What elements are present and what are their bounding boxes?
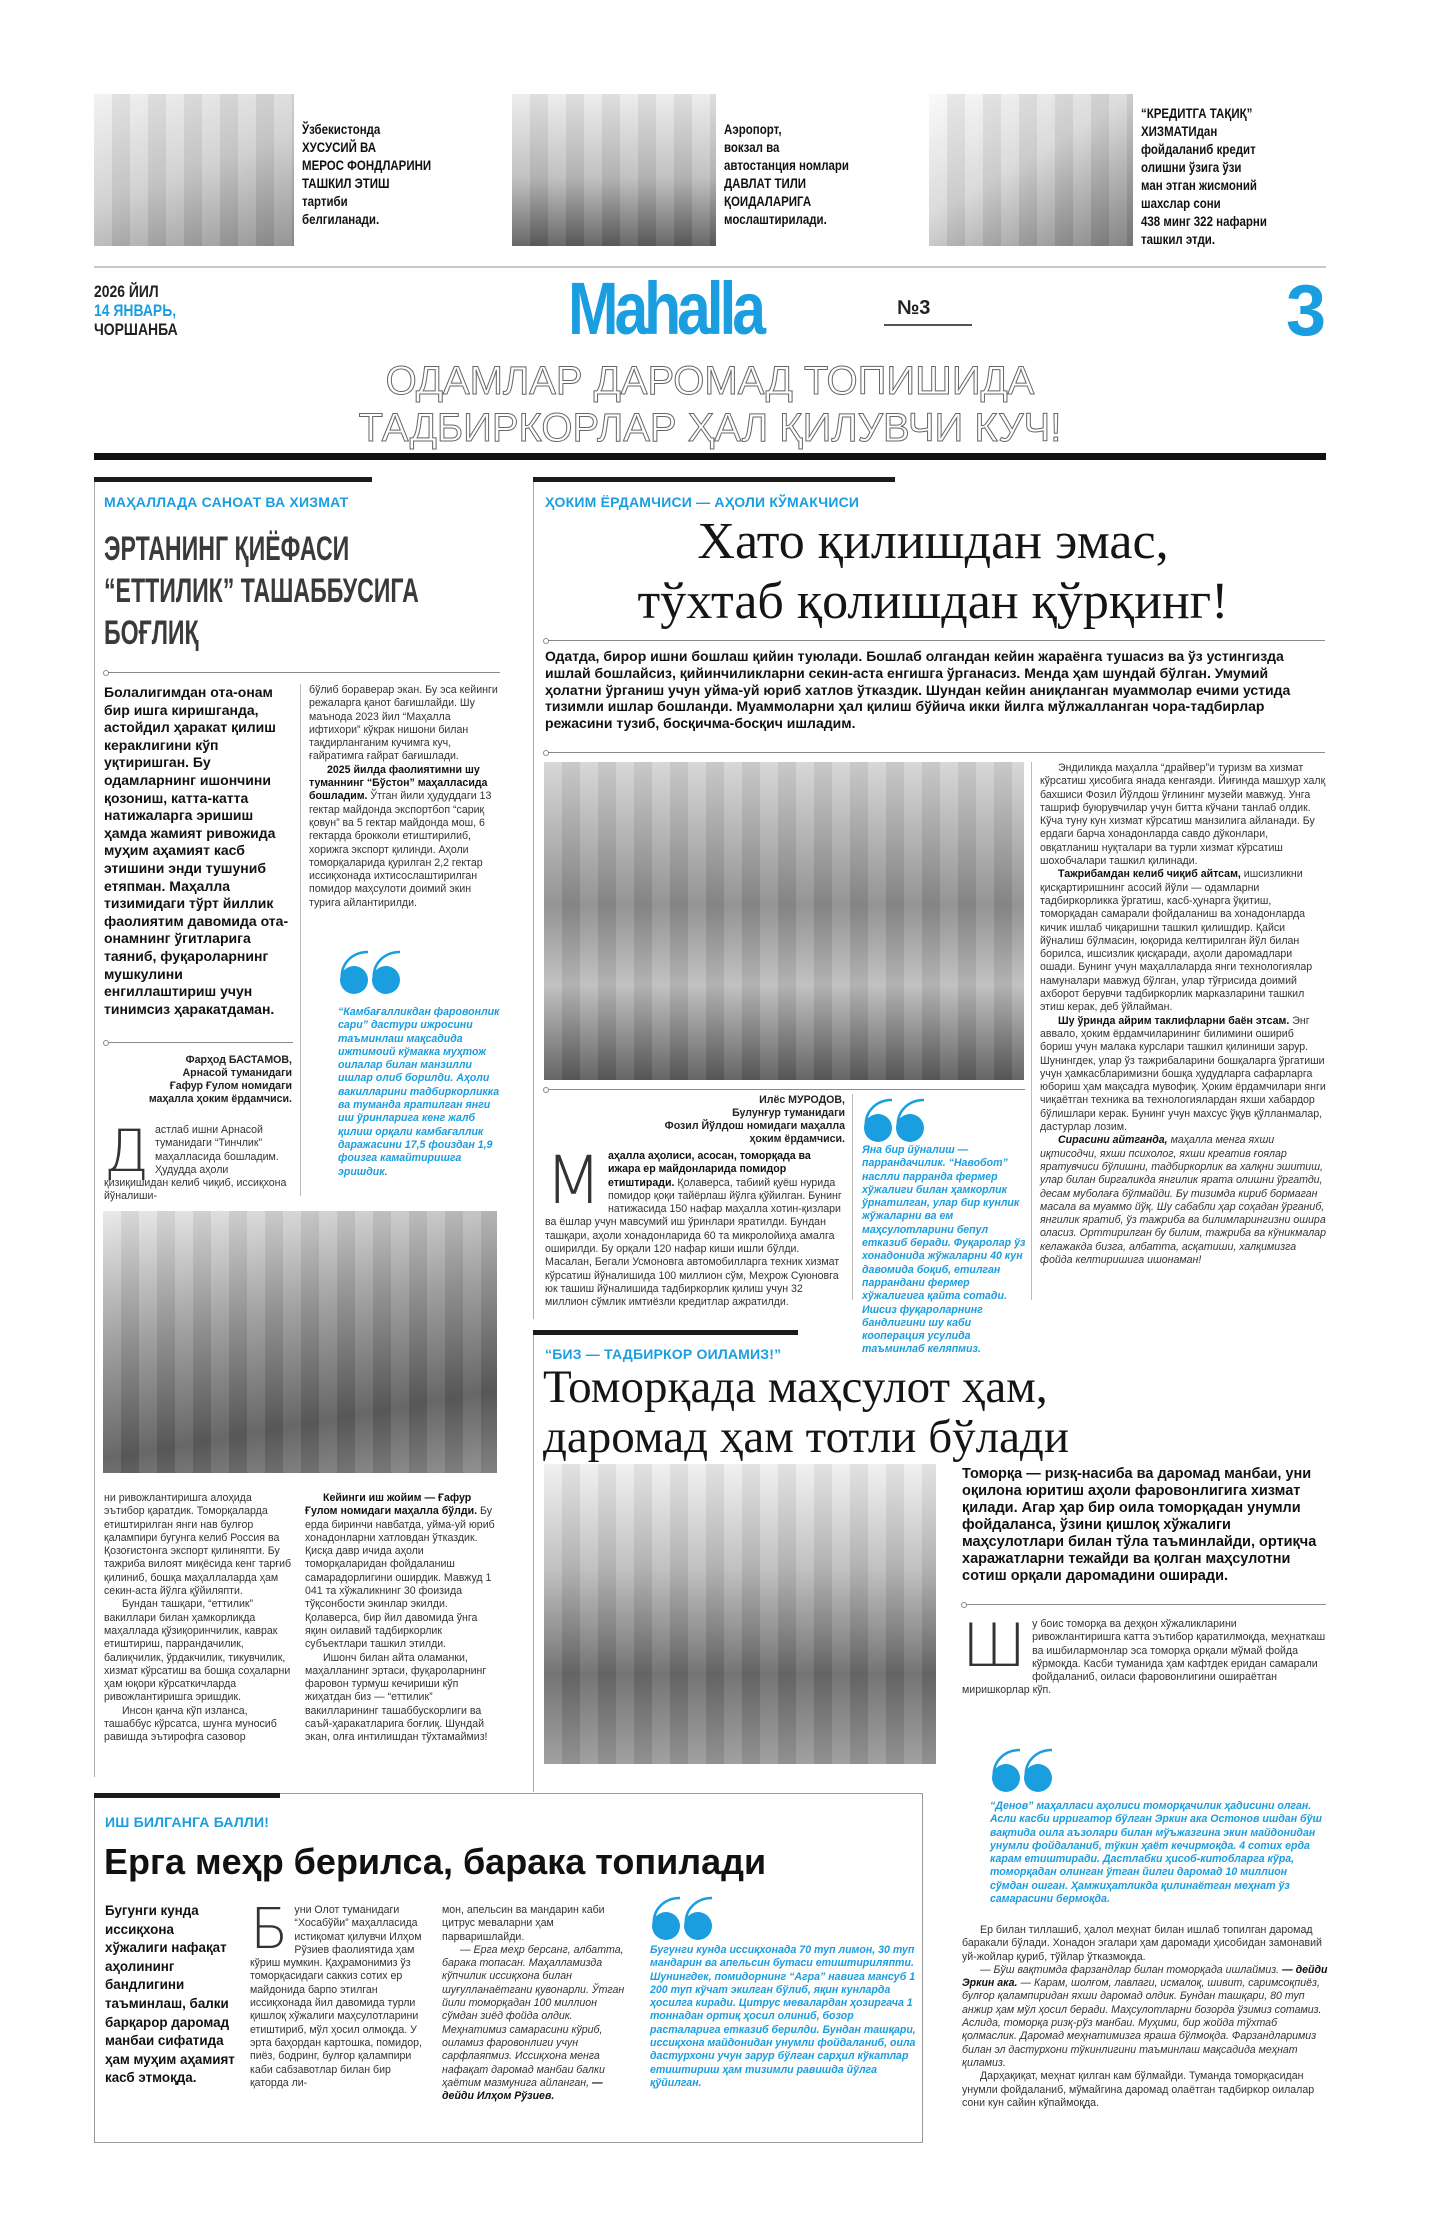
page-number: 3 [1285, 271, 1326, 351]
teaser-photo-bus-station[interactable] [512, 94, 716, 246]
paragraph-lead: — дейди Эркин ака. [962, 1963, 1328, 1990]
author-title: Булунғур туманидаги [732, 1107, 845, 1119]
paragraph-text: — Карам, шолғом, лавлаги, исмалоқ, шивит, саримсоқпиёз, булғор қалампиридан яхши даромад олдик. Бундан ташқари, 80 туп анжир ҳам мўл ҳосил беради. Маҳсулотларни бозорда ўзимиз сотамиз. Аслида, томорқа ризқ-рўз манбаи. Муҳими, бир жойда тўхтаб қолмаслик. Даромад меҳнатимизга яраша бўлмоқда. Фарзандларимиз билан эл дастурхони тўкинлигини таъминлаш мақсадида меҳнат қиламиз. [962, 1977, 1322, 2069]
article-1-photo-sewing-workshop[interactable] [103, 1211, 497, 1473]
teaser-line: олишни ўзига ўзи [1141, 159, 1242, 175]
divider [545, 752, 1325, 753]
paragraph: мон, апельсин ва мандарин каби цитрус меваларни ҳам парваришлайди. [442, 1904, 605, 1943]
issue-date [94, 282, 196, 339]
issue-underline [884, 324, 972, 326]
article-4-lead: Бугунги кунда иссиқхона хўжалиги нафақат аҳолининг бандлигини таъминлаш, балки барқарор даромад манбаи сифатида ҳам муҳим аҳамият касб этмоқда. [105, 1903, 235, 2086]
paragraph-text: астлаб ишни Арнасой туманидаги “Тинчлик” маҳалласида бошладим. Ҳудудда аҳоли қизиқишидан келиб чиқиб, иссиқхона йўналиши- [104, 1124, 287, 1203]
paragraph-text: — Ерга меҳр берсанг, албатта, барака топасан. Маҳалламизда кўпчилик иссиқхона билан шуғулланаётгани қувонарли. Ўтган йили томорқадан 100 миллион сўмдан зиёд фойда олдик. Меҳнатимиз самарасини кўриб, оиламиз фаровонлиги учун сарфлаяпмиз. Иссиқхона менга нафақат даромад манбаи балки ҳаётим мазмунига айланган, [442, 1943, 625, 2089]
divider [105, 1042, 293, 1043]
kicker-bar [533, 1330, 798, 1335]
kicker-bar [94, 477, 372, 482]
paragraph: ни ривожлантиришга алоҳида эътибор қаратдик. Томорқаларда етиштирилган янги нав булғор қалампири бугунга келиб Россия ва Қозоғистонга экспорт қилиняпти. Бу тажриба вилоят миқёсида кенг тарғиб қилиниб, бошқа маҳаллаларда ҳам секин-аста йўлга қўйиляпти. [104, 1492, 292, 1598]
paragraph-text: Бу ерда биринчи навбатда, уйма-уй юриб хонадонларни хатловдан ўтказдик. Қисқа давр ичида аҳоли томорқаларидан фойдаланиш самарадорлигини оширдик. Мавжуд 1 041 та хўжаликнинг 30 фоизида тўқсонбости экинлар экилди. Қолаверса, бир йил давомида ўнга яқин оилавий тадбиркорлик субъектлари ташкил этилди. [305, 1505, 495, 1651]
logo: Mahalla [568, 267, 762, 350]
paragraph-text: Қолаверса, табиий қуёш нурида помидор қоқи тайёрлаш йўлга қўйилган. Бунинг натижасида 150 нафар маҳалла хотин-қизлари ва ёшлар учун мавсумий иш ўринлари яратилди. Бундан ташқари, аҳоли хонадонларида 60 та микролойиҳа амалга оширилди. Бу орқали 120 нафар киши ишли бўлди. Масалан, Бегали Усмоновга автомобилларга техник хизмат кўрсатиш йўналишида 100 миллион сўм, Меҳрож Суюновга юк ташиш йўналишида тадбиркорлик қилиш учун 32 миллион сўмлик имтиёзли кредитлар ажратилди. [545, 1176, 842, 1309]
article-2-signature [545, 1094, 845, 1146]
article-3-photo-greenhouse-women[interactable] [544, 1464, 936, 1764]
teaser-line: ХИЗМАТИдан [1141, 123, 1218, 139]
slogan-line: ОДАМЛАР ДАРОМАД ТОПИШИДА [385, 359, 1035, 403]
teaser-line: фойдаланиб кредит [1141, 141, 1256, 157]
article-3-dropcap-paragraph [962, 1611, 1328, 1698]
paragraph-lead: — дейди Илҳом Рўзиев. [442, 2076, 603, 2103]
teaser-line: 438 минг 322 нафарни [1141, 213, 1267, 229]
thick-rule [94, 453, 1326, 460]
column-divider [1031, 762, 1032, 1300]
article-2-lead: Одатда, бирор ишни бошлаш қийин туюлади. Бошлаб олгандан кейин жараёнга тушасиз ва ўз устингизда ишлай бошлайсиз, қийинчиликларни секин-аста енгишга ўрганасиз. Менда ҳам шундай бўлган. Умумий ҳолатни ўрганиш учун уйма-уй юриб хатлов ўтказдик. Шундан кейин аниқланган муаммолар ечими устида тизимли ишлар бошланди. Муаммоларни ҳал қилиш бўйича икки йилга мўлжалланган чора-тадбирлар режасини тузиб, босқичма-босқич ишладим. [545, 648, 1291, 732]
article-1-lead: Болалигимдан ота-онам бир ишга киришганда, астойдил ҳаракат қилиш кераклигини кўп уқтиришган. Бу одамларнинг ишончини қозониш, катта-катта натижаларга эришиш ҳамда жамият ривожида муҳим аҳамият касб этишини энди тушуниб етяпман. Маҳалла тизимидаги тўрт йиллик фаолиятим давомида ота-онамнинг ўгитларига таяниб, фуқароларнинг мушкулини енгиллаштириш учун тинимсиз ҳаракатдаман. [104, 684, 289, 1017]
article-2-body [545, 1142, 845, 1310]
teaser-line: тартиби [302, 193, 348, 209]
drop-cap: Б [250, 1897, 289, 1962]
drop-cap: Д [104, 1117, 150, 1185]
teaser-line: МЕРОС ФОНДЛАРИНИ [302, 157, 432, 173]
teaser-line: Аэропорт, [724, 121, 782, 137]
teaser-line: Ўзбекистонда [302, 121, 381, 137]
article-4-title[interactable]: Ерга меҳр берилса, барака топилади [104, 1841, 767, 1882]
paragraph-text: уни Олот туманидаги “Хосабўйи” маҳалласида истиқомат қилувчи Илҳом Рўзиев фаолиятида ҳам кўриш мумкин. Қаҳрамонимиз ўз томорқасидаги саккиз сотих ер майдонида барпо этилган иссиқхонада йил давомида турли қишлоқ хўжалиги маҳсулотларини етиштириб, мўл ҳосил олмоқда. У эрта баҳордан картошка, помидор, пиёз, бодринг, булғор қалампири каби сабзавотлар билан бир қаторда ли- [250, 1904, 422, 2089]
title-line: Хато қилишдан эмас, [697, 513, 1169, 570]
teaser-line: шахслар сони [1141, 195, 1221, 211]
teaser-line: ман этган жисмоний [1141, 177, 1257, 193]
teaser-line: автостанция номлари [724, 157, 849, 173]
author-title: Арнасой туманидаги [182, 1067, 292, 1079]
teaser-line: ТАШКИЛ ЭТИШ [302, 175, 390, 191]
paragraph-lead: Кейинги иш жойим — Ғафур Ғулом номидаги маҳалла бўлди. [305, 1492, 478, 1518]
paragraph-lead: аҳалла аҳолиси, асосан, томорқада ва ижара ер майдонларида помидор етиштиради. [607, 1150, 811, 1189]
teaser-line: ХУСУСИЙ ВА [302, 139, 377, 155]
author-title: Ғафур Ғулом номидаги [169, 1080, 292, 1092]
article-2-kicker: ҲОКИМ ЁРДАМЧИСИ — АҲОЛИ КЎМАКЧИСИ [545, 494, 860, 510]
drop-cap: Ш [962, 1611, 1027, 1681]
paragraph: Эндиликда маҳалла “драйвер”и туризм ва хизмат кўрсатиш ҳисобига янада кенгаяди. Йиғинда машҳур халқ бахшиси Фозил Йўлдош ўғлининг музейи мавжуд. Унга ташриф буюрувчилар учун битта кўчани танлаб олдик. Кўча туну кун хизмат кўрсатиш манзилига айланади. Бу ердаги барча хонадонларда савдо дўконлари, овқатланиш нуқталари ва турли хизмат кўрсатиш шохобчалари ташкил қилинади. [1040, 762, 1326, 868]
teaser-photo-house[interactable] [94, 94, 294, 246]
article-1-after-col1 [104, 1492, 292, 1745]
author-title: ҳоким ёрдамчиси. [749, 1133, 845, 1145]
paragraph-lead: Тажрибамдан келиб чиқиб айтсам, [1058, 868, 1241, 881]
article-2-photo-market-stall[interactable] [544, 762, 1024, 1080]
divider [545, 1089, 1025, 1090]
teaser-link-property-funds[interactable] [302, 120, 492, 228]
article-2-pull-quote: Яна бир йўналиш — паррандачилик. “Навобот” наслли парранда фермер хўжалиги билан ҳамкорлик ўрнатилган, улар бир кунлик жўжаларни ва ем маҳсулотларини бепул етказиб беради. Фуқаролар ўз хонадонида жўжаларни 40 кун давомида боқиб, етилган паррандани фермер хўжалигига қайта сотади. Ишсиз фуқароларнинг бандлигини шу каби кооперация усулида таъминлаб келяпмиз. [862, 1144, 1026, 1356]
article-3-lead: Томорқа — ризқ-насиба ва даромад манбаи, уни оқилона юритиш аҳоли фаровонлигига хизмат қилади. Агар ҳар бир оила томорқадан унумли фойдаланса, ўзини қишлоқ хўжалиги маҳсулотлари билан тўла таъминлайди, ортиқча харажатларни тежайди ва қолган маҳсулотни сотиш орқали даромадини оширади. [962, 1466, 1317, 1584]
paragraph-text: у боис томорқа ва деҳқон хўжаликларини ривожлантиришга катта эътибор қаратилмоқда, меҳнаткаш ва ишбилармонлар эса томорқа орқали мўмай фойда кўрмоқда. Касби туманида ҳам кафтдек еридан самарали фойдаланиб, оиласи фаровонлигини ошираётган миришкорлар кўп. [962, 1618, 1326, 1697]
article-1-after-col2 [305, 1492, 501, 1745]
paragraph-text: Энг аввало, ҳоким ёрдамчиларининг билимини ошириб бориш учун малака курслари ташкил қилиниши зарур. Шунингдек, улар ўз тажрибаларини бошқаларга ўргатиши учун ҳамкасбларимизни бошқа ҳудудларга сафарларга юбориш ҳам мақсадга мувофиқ. Ҳоким ёрдамчилари янги чиқаётган техника ва технологиялардан яхши хабардор бўлишлари керак. Бунинг учун махсус ўқув қўлланмалар, дастурлар лозим. [1040, 1014, 1326, 1134]
article-3-pull-quote: “Денов” маҳалласи аҳолиси томорқачилик ҳадисини олган. Асли касби ирригатор бўлган Эркин ака Остонов ишдан бўш вақтида оила аъзолари билан мўъжазгина экин майдонидан унумли фойдаланиб, тўкин ҳаёт кечирмоқда. 4 сотих ерда карам етиштиради. Дастлабки ҳисоб-китобларга кўра, томорқадан олинган ўтган йилги даромад 10 миллион сўмдан ошган. Ҳамжиҳатликда қилинаётган меҳнат ўз самарасини бермоқда. [990, 1800, 1322, 1906]
drop-cap: М [545, 1142, 602, 1219]
article-1-border [94, 477, 95, 1777]
year: 2026 ЙИЛ [94, 282, 159, 301]
article-3-title[interactable] [543, 1362, 1069, 1462]
slogan [94, 358, 1326, 452]
title-line: “ЕТТИЛИК” ТАШАББУСИГА [104, 572, 419, 610]
date: 14 ЯНВАРЬ, [94, 301, 177, 320]
article-3-kicker: “БИЗ — ТАДБИРКОР ОИЛАМИЗ!” [545, 1346, 782, 1362]
column-divider [852, 1094, 853, 1300]
article-3-body [962, 1924, 1328, 2110]
title-line: тўхтаб қолишдан қўрқинг! [637, 573, 1229, 630]
paragraph: Ишонч билан айта оламанки, маҳалланинг эртаси, фуқароларнинг фаровон турмуш кечириши кўп жиҳатдан биз — “еттилик” вакилларининг ташаббускорлиги ва саъй-ҳаракатларига боғлиқ. Шундай экан, олға интилишдан тўхтамаймиз! [305, 1651, 488, 1744]
teaser-line: “КРЕДИТГА ТАҚИҚ” [1141, 105, 1253, 121]
article-4-col2 [250, 1897, 426, 2090]
paragraph: бўлиб бораверар экан. Бу эса кейинги режаларга қанот бағишлайди. Шу маънода 2023 йил “Маҳалла ифтихори” кўкрак нишони билан тақдирланганим кучимга куч, ғайратимга ғайрат бағишлади. [309, 684, 498, 763]
title-line: даромад ҳам тотли бўлади [543, 1411, 1069, 1463]
quote-icon [338, 950, 404, 996]
teaser-line: ДАВЛАТ ТИЛИ [724, 175, 807, 191]
article-1-dropcap-paragraph [104, 1117, 294, 1204]
paragraph: Бундан ташқари, “еттилик” вакиллари билан ҳамкорликда маҳаллада қўзиқоринчилик, каврак етиштириш, паррандачилик, балиқчилик, ўрдакчилик, тикувчилик, хизмат кўрсатиш ва бошқа соҳаларни ҳам юқори кўрсаткичларда ривожлантиришга эришдик. [104, 1598, 291, 1704]
paragraph-text: маҳалла менга яхши иқтисодчи, яхши психолог, яхши креатив ғоялар яратувчиси бўлишни, тадбиркорлик ва халқни эшитиш, улар билан биргаликда янгилик ярата олишни ўргатди, десам муболаға бўлмайди. Бу тизимда кириб бормаган масала ва муаммо йўқ. Шу сабабли ҳар соҳадан ўрганиб, янгилик яратиб, ўз тажриба ва билимларингизни ошира оласиз. Орттирилган бу билим, тажриба ва кўникмалар келажакда бизга, албатта, асқатиши, халқимизга фойда келтиришига ишонаман! [1040, 1134, 1326, 1266]
column-divider [300, 684, 301, 1196]
article-4-pull-quote: Бугунги кунда иссиқхонада 70 туп лимон, 30 туп мандарин ва апельсин бутаси етиштириляпти. Шунингдек, помидорнинг “Агра” навига мансуб 1 200 туп кўчат экилган бўлиб, яқин кунларда ҳосилга киради. Цитрус мевалардан ҳозиргача 1 тоннадан ортиқ ҳосил олиниб, бозор расталарига етказиб берилди. Бундан ташқари, иссиқхона майдонидан унумли фойдаланиб, оила дастурхони учун зарур бўлган сарҳил кўкатлар етиштириш ҳам тизимли равишда йўлга қўйилган. [650, 1944, 916, 2089]
author-title: маҳалла ҳоким ёрдамчиси. [148, 1093, 292, 1105]
weekday: ЧОРШАНБА [94, 320, 178, 339]
paragraph-lead: Шу ўринда айрим таклифларни баён этсам. [1058, 1014, 1290, 1027]
article-1-signature [104, 1054, 292, 1106]
teaser-link-credit-ban[interactable] [1141, 104, 1331, 248]
quote-icon [990, 1748, 1056, 1794]
teaser-line: мослаштирилади. [724, 211, 827, 227]
paragraph-lead: 2025 йилда фаолиятимни шу туманнинг “Бўстон” маҳалласида бошладим. [309, 763, 488, 803]
paragraph: Инсон қанча кўп изланса, ташаббус кўрсатса, шунга муносиб равишда эътирофга сазовор [104, 1704, 277, 1744]
divider [105, 672, 500, 673]
issue-number: №3 [897, 297, 931, 319]
article-1-title[interactable] [104, 528, 567, 654]
slogan-line: ТАДБИРКОРЛАР ҲАЛ ҚИЛУВЧИ КУЧ! [358, 406, 1062, 450]
article-2-border [533, 477, 534, 1319]
paragraph [309, 764, 503, 910]
teaser-line: ташкил этди. [1141, 231, 1216, 247]
divider [963, 1604, 1326, 1605]
divider [545, 640, 1325, 641]
paragraph-text: — Бўш вақтимда фарзандлар билан томорқада ишлаймиз. [980, 1963, 1280, 1976]
paragraph-text: ишсизликни қисқартиришнинг асосий йўли — одамларни тадбиркорликка ўргатиш, касб-ҳунарга ўқитиш, томорқадан самарали фойдаланиш ва хонадонларда кичик ишлаб чиқаришни ташкил қилишдир. Қайси йўналиш бўлмасин, юқорида келтирилган йўл билан борилса, ишсизлик қисқаради, аҳоли даромадлари ошади. Бунинг учун маҳаллаларда янги технологиялар намуналари мавжуд бўлган, улар тўғрисида доимий ахборот берувчи тадбиркорлик марказларини ташкил этиш керак, деб ўйлайман. [1040, 868, 1313, 1014]
kicker-bar [533, 477, 895, 482]
kicker-bar [94, 1793, 280, 1798]
quote-icon [650, 1896, 716, 1942]
article-2-title[interactable] [540, 512, 1326, 632]
title-line: Томорқада маҳсулот ҳам, [543, 1361, 1048, 1413]
title-line: ЭРТАНИНГ ҚИЁФАСИ [104, 530, 350, 568]
title-line: БОҒЛИҚ [104, 614, 199, 652]
article-4-col3 [442, 1904, 632, 2103]
author-title: Фозил Йўлдош номидаги маҳалла [664, 1120, 845, 1132]
paragraph-lead: Сирасини айтганда, [1058, 1134, 1168, 1147]
article-1-col2 [309, 684, 503, 910]
article-1-kicker: МАҲАЛЛАДА САНОАТ ВА ХИЗМАТ [104, 494, 349, 510]
paragraph: Ер билан тиллашиб, ҳалол меҳнат билан ишлаб топилган даромад баракали бўлади. Хонадон эгалари ҳам даромади ҳисобидан замонавий уй-жойлар қуриб, тўйлар ўтказмоқда. [962, 1924, 1322, 1963]
paragraph-text: Ўтган йили ҳудуддаги 13 гектар майдонда экспортбоп “сариқ қовун” ва 5 гектар майдонда мош, 6 гектарда брокколи етиштирилиб, хорижга экспорт қилинди. Аҳоли томорқаларида қурилган 2,2 гектар иссиқхонада ихтисослаштирилган помидор маҳсулоти доимий экин турига айлантирилди. [309, 790, 492, 909]
author-name: Илёс МУРОДОВ, [759, 1094, 845, 1106]
article-4-kicker: ИШ БИЛГАНГА БАЛЛИ! [105, 1814, 270, 1830]
author-name: Фарҳод БАСТАМОВ, [185, 1054, 292, 1066]
article-2-right-column [1040, 762, 1328, 1267]
teaser-line: белгиланади. [302, 211, 380, 227]
paragraph: Дарҳақиқат, меҳнат қилган кам бўлмайди. Туманда томорқасидан унумли фойдаланиб, мўмайгина даромад олаётган тадбиркор оилалар сони кун сайин кўпаймоқда. [962, 2070, 1315, 2109]
quote-icon [862, 1098, 928, 1144]
teaser-line: вокзал ва [724, 139, 780, 155]
teaser-link-station-names[interactable] [724, 120, 914, 228]
article-3-border [533, 1330, 534, 1792]
article-1-pull-quote: “Камбағалликдан фаровонлик сари” дастури ижросини таъминлаш мақсадида ижтимоий кўмакка муҳтож оилалар билан манзилли ишлар олиб борилди. Аҳоли вакилларини тадбиркорликка ва туманда яратилган янги иш ўринларига кенг жалб қилиш орқали камбағаллик даражасини 17,5 фоиздан 1,9 фоизга камайтиришга эришдик. [338, 1006, 500, 1178]
teaser-line: ҚОИДАЛАРИГА [724, 193, 812, 209]
teaser-photo-laptop[interactable] [929, 94, 1133, 246]
